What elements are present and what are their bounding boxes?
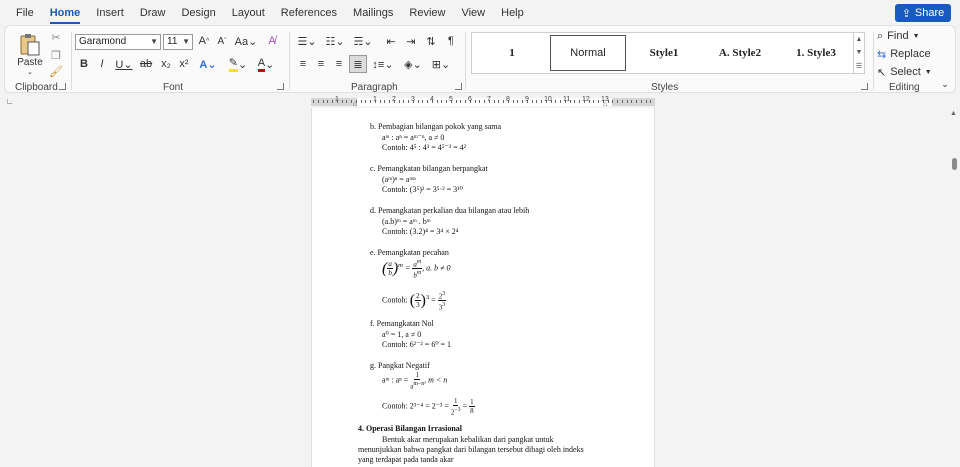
ruler-tick [327,100,328,103]
ruler-tick [494,100,495,103]
section-4-line-1: Bentuk akar merupakan kebalikan dari pangkat untuk [382,435,554,444]
paragraph-group-label: Paragraph [351,82,398,93]
ruler-tick [641,100,642,103]
ruler-tick [380,100,381,103]
section-4-title: 4. Operasi Bilangan Irrasional [358,424,463,433]
ruler-tick [579,100,580,103]
paragraph-launcher-icon[interactable] [455,83,462,90]
search-icon: ⌕ [877,29,884,42]
cut-icon[interactable]: ✂ [51,31,61,44]
ruler-number: 6 [468,96,472,103]
collapse-ribbon-icon[interactable]: ⌄ [941,78,949,89]
ribbon [4,25,956,93]
paste-button[interactable] [13,30,47,78]
ruler-tick [484,100,485,103]
more-icon[interactable]: ☰ [855,63,863,70]
item-c-formula: (aᵐ)ⁿ = aᵐⁿ [382,175,416,184]
replace-icon: ⇆ [877,48,887,61]
menu-design[interactable]: Design [181,7,216,19]
ruler-tick [422,100,423,103]
ruler-tick [574,100,575,103]
document-page[interactable] [311,108,655,467]
style-style1[interactable]: Style1 [649,47,679,59]
numbering-icon[interactable]: ☷⌄ [325,35,345,48]
ruler-tick [370,100,371,103]
style-style2[interactable]: A. Style2 [718,47,762,59]
cursor-icon: ↖ [877,66,887,79]
ruler-tick [389,100,390,103]
strikethrough-icon[interactable]: ab [139,58,153,70]
separator [71,32,72,90]
item-c-title: c. Pemangkatan bilangan berpangkat [370,164,488,173]
style-1[interactable]: 1 [509,47,515,59]
grow-font-icon[interactable]: A ^ [198,35,210,47]
chevron-down-icon: ▼ [912,32,920,40]
ruler-tick [532,100,533,103]
ruler-tick [456,100,457,103]
ruler-number: 3 [411,96,415,103]
ruler-number: 5 [449,96,453,103]
ruler-tick [332,100,333,103]
indent-marker-icon[interactable]: ⌂ [353,101,358,108]
ruler-number: 10 [544,96,552,103]
item-g-formula-head: aᵐ : aⁿ = [382,375,409,385]
shrink-font-icon[interactable]: A ˇ [217,35,227,47]
ruler-tick [555,100,556,103]
ruler-tick [522,100,523,103]
font-color-icon[interactable]: A ⌄ [257,56,275,71]
replace-label: Replace [890,48,931,60]
styles-group-label: Styles [651,82,679,93]
ruler-tick [346,100,347,103]
ruler-number: 12 [582,96,590,103]
ruler-tick [479,100,480,103]
font-name-combo[interactable] [75,34,161,50]
item-g-title: g. Pangkat Negatif [370,361,430,370]
ruler-tick [598,100,599,103]
ruler-tick [646,100,647,103]
find-button[interactable] [877,29,937,43]
menu-bar [0,0,960,25]
ruler-tick [465,100,466,103]
item-f-formula: a⁰ = 1, a ≠ 0 [382,330,422,339]
item-d-example: Contoh: (3.2)⁴ = 3⁴ × 2⁴ [382,227,459,236]
line-spacing-icon[interactable]: ↕≡⌄ [372,58,394,71]
style-style3[interactable]: 1. Style3 [796,47,836,59]
ruler-tick [498,100,499,103]
ruler-number: 2 [392,96,396,103]
menu-help[interactable]: Help [501,7,524,19]
ruler-tick [475,100,476,103]
editing-group-label: Editing [889,82,920,93]
menu-insert[interactable]: Insert [96,7,124,19]
chevron-down-icon[interactable]: ▼ [855,49,863,56]
item-d-title: d. Pemangkatan perkalian dua bilangan atau lebih [370,206,530,215]
text-effects-icon[interactable]: A⌄ [199,58,217,71]
ruler-tick [361,100,362,103]
scrollbar-thumb[interactable] [952,158,957,170]
highlight-color-icon[interactable]: ✎ ⌄ [228,57,248,71]
ruler-tick [399,100,400,103]
replace-button[interactable] [877,47,937,61]
menu-layout[interactable]: Layout [231,7,265,19]
item-e-title: e. Pemangkatan pecahan [370,248,449,257]
chevron-down-icon: ▼ [182,37,190,46]
align-right-icon[interactable]: ≡ [335,58,343,70]
ruler-tick [437,100,438,103]
item-c-example: Contoh: (3⁵)² = 3⁵·² = 3¹⁰ [382,185,463,194]
menu-mailings[interactable]: Mailings [353,7,394,19]
item-b-title: b. Pembagian bilangan pokok yang sama [370,122,502,131]
item-f-title: f. Pemangkatan Nol [370,319,434,328]
ruler-tick [342,100,343,103]
font-size-combo[interactable] [163,34,193,50]
clipboard-launcher-icon[interactable] [59,83,66,90]
select-label: Select [890,66,921,78]
ruler-tick [627,100,628,103]
menu-home[interactable]: Home [42,0,89,25]
ruler-number: 8 [506,96,510,103]
item-e-formula-tail: , a. b ≠ 0 [422,263,451,273]
increase-indent-icon[interactable]: ⇥ [406,35,416,48]
paste-label: Paste [17,56,43,68]
section-4-line-3: yang terdapat pada tanda akar [358,455,454,464]
menu-draw[interactable]: Draw [139,7,166,19]
bold-icon[interactable]: B [80,58,88,70]
item-e-example: Contoh: ( $\frac{2}{3}$ )$^3$ = $\frac{2^3}{3^3}$ [382,291,446,312]
clipboard-group-label: Clipboard [15,82,58,93]
ruler-tick [408,100,409,103]
item-d-formula: (a.b)ᵐ = aᵐ . bᵐ [382,217,431,226]
paste-icon [19,33,41,57]
share-button[interactable] [895,4,951,22]
italic-icon[interactable]: I [100,58,104,70]
ruler-tick [403,100,404,103]
item-b-example: Contoh: 4⁵ : 4³ = 4⁵⁻³ = 4² [382,143,467,152]
ruler-tick [427,100,428,103]
ruler-tick [513,100,514,103]
shading-icon[interactable]: ◈⌄ [404,58,422,71]
bullets-icon[interactable]: ☰⌄ [297,35,317,48]
chevron-down-icon: ▼ [150,37,158,46]
menu-file[interactable]: File [16,7,34,19]
ruler-tick [536,100,537,103]
font-name-value: Garamond [79,36,127,47]
share-icon: ⇪ [901,7,911,20]
show-formatting-icon[interactable]: ¶ [448,35,454,47]
share-label: Share [914,7,945,19]
ruler-tick [384,100,385,103]
font-group-label: Font [163,82,184,93]
font-launcher-icon[interactable] [277,83,284,90]
ruler-number: 1 [335,96,339,103]
ruler-tick [441,100,442,103]
styles-gallery-scroll[interactable] [853,32,865,74]
ruler-tick [446,100,447,103]
ruler-tick [318,100,319,103]
underline-icon[interactable]: U⌄ [115,58,133,71]
ruler-number: 11 [563,96,571,103]
justify-icon[interactable]: ≣ [349,55,367,73]
ruler-tick [323,100,324,103]
copy-icon[interactable]: ❐ [51,49,61,62]
ruler-tick [313,100,314,103]
section-4-line-2: menunjukkan bahwa pangkat dari bilangan tersebut dibagi oleh indeks [358,445,584,454]
chevron-down-icon: ⌄ [27,68,33,76]
format-painter-icon[interactable]: 🖌 [49,65,63,78]
tab-selector-icon[interactable]: ∟ [6,97,14,106]
item-g-example-head: Contoh: 2³⁻⁴ = 2⁻³ = [382,401,449,411]
styles-launcher-icon[interactable] [861,83,868,90]
document-area [0,108,948,467]
find-label: Find [887,30,909,42]
vertical-scrollbar[interactable] [948,108,960,467]
ruler-tick [351,100,352,103]
clear-formatting-icon[interactable]: A̸ [268,35,276,47]
item-e-example-label: Contoh: [382,295,408,305]
scroll-up-icon[interactable]: ▲ [950,110,957,117]
ruler-tick [517,100,518,103]
ruler-number: 7 [487,96,491,103]
separator [289,32,290,90]
item-b-formula: aᵐ : aⁿ = aᵐ⁻ⁿ, a ≠ 0 [382,133,445,142]
item-g-formula: aᵐ : aⁿ = $\frac{1}{a^{m-n}}$ , m < n [382,371,448,391]
ruler-number: 13 [601,96,609,103]
item-f-example: Contoh: 6²⁻² = 6⁰ = 1 [382,340,452,349]
ruler-tick [622,100,623,103]
borders-icon[interactable]: ⊞⌄ [431,58,451,71]
ruler-tick [541,100,542,103]
ruler-tick [560,100,561,103]
ruler-tick [503,100,504,103]
ruler-tick [612,100,613,103]
ruler-number: 1 [373,96,377,103]
ruler-number: 9 [525,96,529,103]
align-left-icon[interactable]: ≡ [299,58,307,70]
multilevel-list-icon[interactable]: ☴⌄ [353,35,373,48]
right-indent-marker-icon[interactable]: ⌂ [603,101,608,108]
item-g-example: Contoh: 2³⁻⁴ = 2⁻³ = $\frac{1}{2^{-3}}$ = $\frac{1}{8}$ [382,397,474,417]
item-g-formula-tail: , m < n [424,375,448,385]
ruler-number: 4 [430,96,434,103]
style-normal[interactable]: Normal [550,35,626,71]
ruler-tick [631,100,632,103]
styles-gallery [471,32,855,74]
ruler-tick [636,100,637,103]
ruler-tick [365,100,366,103]
select-button[interactable] [877,65,937,79]
menu-review[interactable]: Review [409,7,446,19]
horizontal-ruler[interactable] [0,95,960,108]
sort-icon[interactable]: ⇅ [426,35,436,48]
decrease-indent-icon[interactable]: ⇤ [386,35,396,48]
menu-references[interactable]: References [280,7,338,19]
ruler-tick [650,100,651,103]
ruler-tick [617,100,618,103]
ruler-tick [418,100,419,103]
chevron-down-icon: ▼ [924,68,932,76]
menu-view[interactable]: View [461,7,486,19]
change-case-icon[interactable]: Aa⌄ [234,35,258,48]
separator [873,32,874,90]
align-center-icon[interactable]: ≡ [317,58,325,70]
item-e-formula: ( $\frac{a}{b}$ )$^m$ = $\frac{a^m}{b^m}$ , a. b ≠ 0 [382,259,451,280]
chevron-up-icon[interactable]: ▲ [855,36,863,43]
ruler-tick [593,100,594,103]
superscript-icon[interactable]: x² [179,58,189,70]
separator [465,32,466,90]
font-size-value: 11 [167,36,178,47]
subscript-icon[interactable]: x₂ [161,58,171,70]
ruler-right-margin [612,98,655,106]
ruler-tick [460,100,461,103]
